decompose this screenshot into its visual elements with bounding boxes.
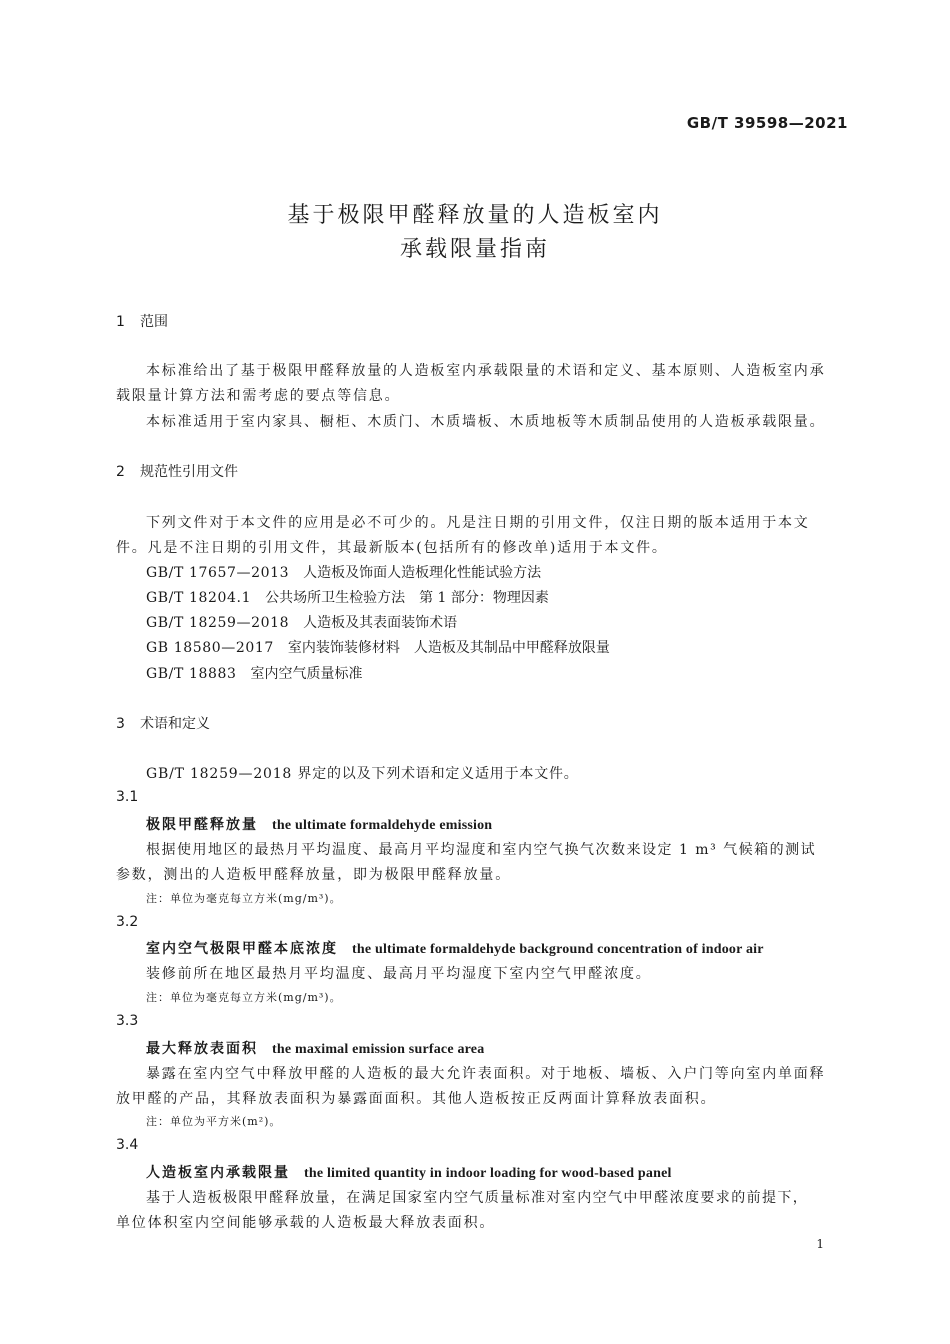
document-title-line1: 基于极限甲醛释放量的人造板室内	[287, 203, 663, 228]
paragraph-line: 本标准给出了基于极限甲醛释放量的人造板室内承载限量的术语和定义、基本原则、人造板室内承	[146, 363, 826, 379]
reference-title: 人造板及饰面人造板理化性能试验方法	[303, 565, 542, 581]
term-heading	[146, 1162, 672, 1182]
reference-title: 公共场所卫生检验方法 第 1 部分：物理因素	[265, 590, 549, 606]
standard-number: GB/T 39598—2021	[686, 114, 848, 132]
page-number: 1	[816, 1237, 824, 1251]
reference-code: GB/T 18883	[146, 666, 237, 682]
term-en: the ultimate formaldehyde background concentration of indoor air	[352, 942, 764, 957]
section-title: 术语和定义	[140, 716, 210, 732]
definition-line: 根据使用地区的最热月平均温度、最高月平均湿度和室内空气换气次数来设定 1 m³ 气候箱的测试	[146, 842, 817, 858]
paragraph-line: 本标准适用于室内家具、橱柜、木质门、木质墙板、木质地板等木质制品使用的人造板承载限量。	[146, 414, 826, 430]
note: 注：单位为毫克每立方米(mg/m³)。	[146, 991, 342, 1004]
section-number: 3	[116, 716, 125, 732]
definition-line: 放甲醛的产品，其释放表面积为暴露面面积。其他人造板按正反两面计算释放表面积。	[116, 1091, 717, 1107]
clause-number: 3.3	[116, 1013, 139, 1029]
clause-number: 3.2	[116, 914, 139, 930]
term-heading	[146, 938, 764, 958]
term-en: the limited quantity in indoor loading for wood-based panel	[304, 1166, 672, 1181]
definition-line: 装修前所在地区最热月平均温度、最高月平均湿度下室内空气甲醛浓度。	[146, 966, 652, 982]
document-title-line2: 承载限量指南	[399, 237, 550, 262]
section-title: 规范性引用文件	[140, 464, 238, 480]
section-number: 1	[116, 314, 125, 330]
section-1-heading	[116, 311, 168, 331]
term-en: the maximal emission surface area	[272, 1042, 485, 1057]
definition-line: 暴露在室内空气中释放甲醛的人造板的最大允许表面积。对于地板、墙板、入户门等向室内单面释	[146, 1066, 826, 1082]
reference-code: GB 18580—2017	[146, 640, 274, 656]
paragraph-line: 载限量计算方法和需考虑的要点等信息。	[116, 388, 401, 404]
section-title: 范围	[140, 314, 168, 330]
reference-code: GB/T 17657—2013	[146, 565, 290, 581]
definition-line: 基于人造板极限甲醛释放量，在满足国家室内空气质量标准对室内空气中甲醛浓度要求的前提下，	[146, 1190, 809, 1206]
term-zh: 最大释放表面积	[146, 1041, 258, 1057]
reference-title: 室内装饰装修材料 人造板及其制品中甲醛释放限量	[287, 640, 610, 656]
section-2-heading	[116, 461, 238, 481]
term-heading	[146, 814, 492, 834]
definition-line: 单位体积室内空间能够承载的人造板最大释放表面积。	[116, 1215, 496, 1231]
reference-code: GB/T 18204.1	[146, 590, 252, 606]
reference-title: 人造板及其表面装饰术语	[303, 615, 458, 631]
reference-entry	[146, 637, 610, 657]
term-zh: 人造板室内承载限量	[146, 1165, 290, 1181]
clause-number: 3.1	[116, 789, 139, 805]
reference-code: GB/T 18259—2018	[146, 615, 290, 631]
term-heading	[146, 1038, 484, 1058]
reference-entry	[146, 562, 541, 582]
paragraph-line: 件。凡是不注日期的引用文件，其最新版本(包括所有的修改单)适用于本文件。	[116, 540, 668, 556]
reference-entry	[146, 587, 549, 607]
reference-entry	[146, 612, 457, 632]
term-zh: 极限甲醛释放量	[146, 817, 258, 833]
section-number: 2	[116, 464, 125, 480]
section-3-heading	[116, 713, 210, 733]
paragraph-line: 下列文件对于本文件的应用是必不可少的。凡是注日期的引用文件，仅注日期的版本适用于本文	[146, 515, 810, 531]
clause-number: 3.4	[116, 1137, 139, 1153]
note: 注：单位为平方米(m²)。	[146, 1115, 282, 1128]
paragraph-line: GB/T 18259—2018 界定的以及下列术语和定义适用于本文件。	[146, 766, 579, 782]
reference-title: 室内空气质量标准	[250, 666, 363, 682]
term-en: the ultimate formaldehyde emission	[272, 818, 493, 833]
term-zh: 室内空气极限甲醛本底浓度	[146, 941, 338, 957]
definition-line: 参数，测出的人造板甲醛释放量，即为极限甲醛释放量。	[116, 867, 511, 883]
note: 注：单位为毫克每立方米(mg/m³)。	[146, 892, 342, 905]
reference-entry	[146, 663, 363, 683]
